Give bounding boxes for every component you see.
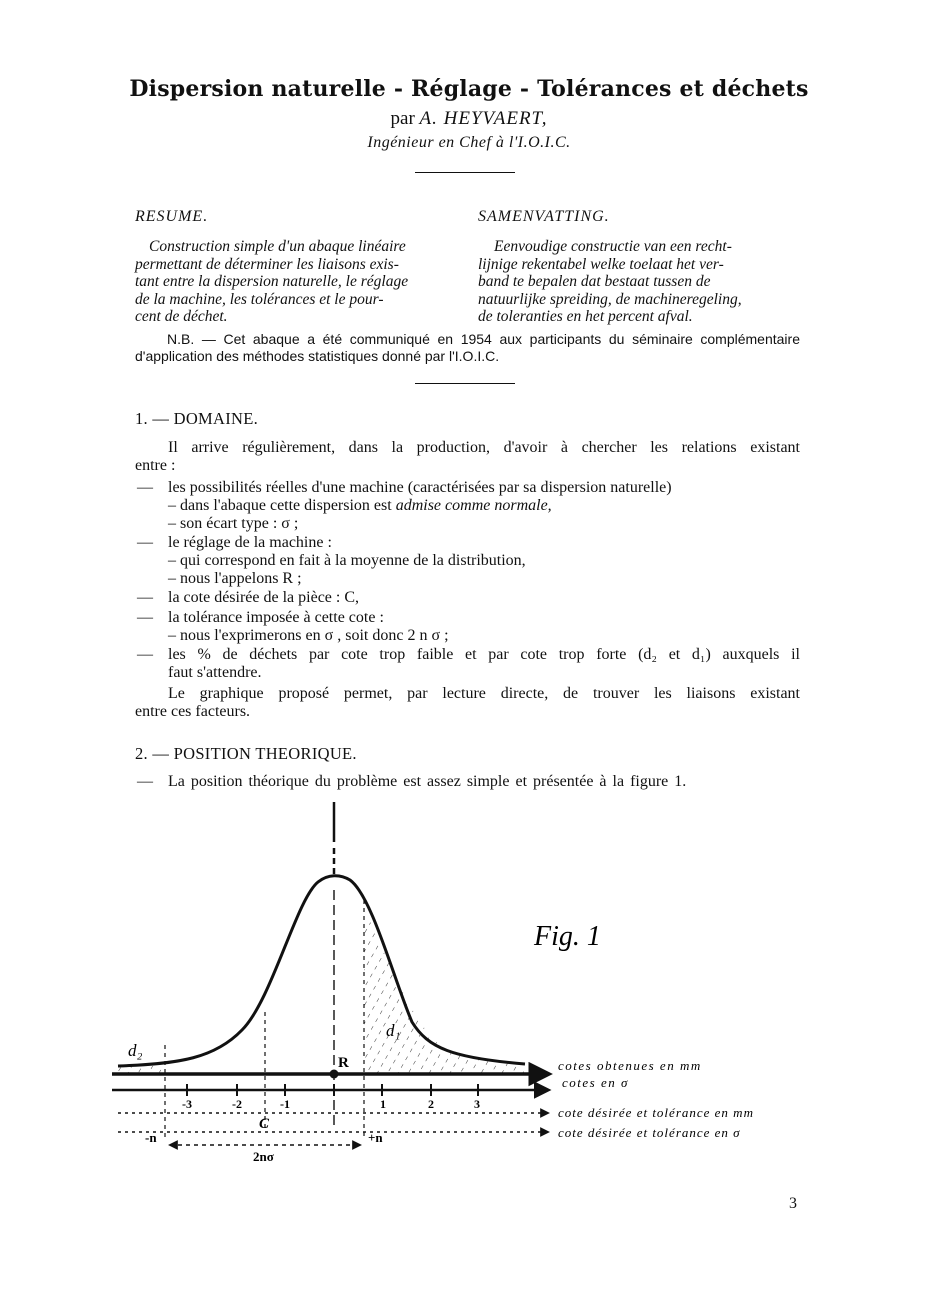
section-1-heading: 1. — DOMAINE. <box>135 409 259 428</box>
subitem-emphasis: admise comme normale, <box>395 497 552 514</box>
resume-text <box>135 238 455 326</box>
list-item-machine: les possibilités réelles d'une machine (caractérisées par sa dispersion naturelle) <box>168 479 672 496</box>
sigma-tick-label: -2 <box>232 1097 242 1111</box>
list-dash: — <box>137 646 153 663</box>
intro-line: entre : <box>135 457 176 474</box>
axis-label-sigma: cotes en σ <box>562 1075 629 1090</box>
by-word: par <box>390 108 415 129</box>
samenvatting-text <box>478 238 800 326</box>
section-2-heading: 2. — POSITION THEORIQUE. <box>135 744 357 763</box>
section-divider <box>415 383 515 384</box>
list-item-dechets: les % de déchets par cote trop faible et par cote trop forte (d₂ et d₁) auxquels il <box>168 646 800 663</box>
list-subitem: – qui correspond en fait à la moyenne de la distribution, <box>168 552 526 569</box>
page-title: Dispersion naturelle - Réglage - Tolérances et déchets <box>129 76 809 102</box>
intro-line: Il arrive régulièrement, dans la production, d'avoir à chercher les relations existant <box>168 439 800 456</box>
list-dash: — <box>137 479 153 496</box>
conclusion-line: Le graphique proposé permet, par lecture directe, de trouver les liaisons existant <box>168 685 800 702</box>
r-label: R <box>338 1055 349 1071</box>
resume-line: Construction simple d'un abaque linéaire <box>149 238 406 255</box>
d1-label: d₁ <box>386 1021 401 1040</box>
list-subitem <box>168 497 552 515</box>
list-subitem: – son écart type : σ ; <box>168 515 299 532</box>
author-affiliation: Ingénieur en Chef à l'I.O.I.C. <box>367 134 571 151</box>
section-2-text: La position théorique du problème est assez simple et présentée à la figure 1. <box>168 773 687 790</box>
list-subitem: – nous l'appelons R ; <box>168 570 302 587</box>
author-name: A. HEYVAERT, <box>419 108 548 129</box>
resume-line: cent de déchet. <box>135 308 228 325</box>
normal-curve <box>118 876 525 1066</box>
samenvatting-line: band te bepalen dat bestaat tussen de <box>478 273 711 290</box>
resume-heading: RESUME. <box>135 208 209 225</box>
two-n-sigma-label: 2nσ <box>253 1149 274 1164</box>
samenvatting-heading: SAMENVATTING. <box>478 208 610 225</box>
resume-line: permettant de déterminer les liaisons exis- <box>135 255 399 273</box>
d2-label: d₂ <box>128 1041 143 1060</box>
samenvatting-line: de toleranties en het percent afval. <box>478 308 693 325</box>
byline <box>0 108 938 130</box>
title-divider <box>415 172 515 173</box>
sigma-tick-label: 1 <box>380 1097 386 1111</box>
sigma-tick-label: -3 <box>182 1097 192 1111</box>
samenvatting-line: natuurlijke spreiding, de machineregeling, <box>478 290 742 308</box>
c-label: C <box>259 1116 270 1132</box>
list-dash: — <box>137 534 153 551</box>
resume-line: de la machine, les tolérances et le pour- <box>135 290 384 308</box>
samenvatting-line: lijnige rekentabel welke toelaat het ver- <box>478 255 724 273</box>
axis-label-tolerance-sigma: cote désirée et tolérance en σ <box>558 1125 741 1140</box>
sigma-tick-label: 2 <box>428 1097 434 1111</box>
axis-label-mm: cotes obtenues en mm <box>558 1058 702 1073</box>
page-number: 3 <box>789 1195 797 1212</box>
subitem-text: – dans l'abaque cette dispersion est <box>168 497 392 514</box>
sigma-tick-label: -1 <box>280 1097 290 1111</box>
nb-note: N.B. — Cet abaque a été communiqué en 1954 aux participants du séminaire complémentaire d'application des méthodes statistiques donné par l'I.O.I.C. <box>135 331 800 364</box>
list-item-cote: la cote désirée de la pièce : C, <box>168 589 360 606</box>
list-item-reglage: le réglage de la machine : <box>168 534 332 551</box>
sigma-tick-label: 3 <box>474 1097 480 1111</box>
samenvatting-line: Eenvoudige constructie van een recht- <box>494 238 732 255</box>
plus-n-label: +n <box>368 1130 383 1145</box>
list-item-dechets-cont: faut s'attendre. <box>168 664 262 681</box>
resume-line: tant entre la dispersion naturelle, le réglage <box>135 273 409 290</box>
list-dash: — <box>137 589 153 606</box>
axis-label-tolerance-mm: cote désirée et tolérance en mm <box>558 1105 754 1120</box>
figure-1 <box>0 790 938 1170</box>
conclusion-line: entre ces facteurs. <box>135 703 251 720</box>
list-dash: — <box>137 609 153 626</box>
list-item-tolerance: la tolérance imposée à cette cote : <box>168 609 384 626</box>
list-subitem: – nous l'exprimerons en σ , soit donc 2 n σ ; <box>168 627 449 644</box>
minus-n-label: -n <box>145 1130 157 1145</box>
fig-label: Fig. 1 <box>534 921 601 952</box>
list-dash: — <box>137 773 153 790</box>
